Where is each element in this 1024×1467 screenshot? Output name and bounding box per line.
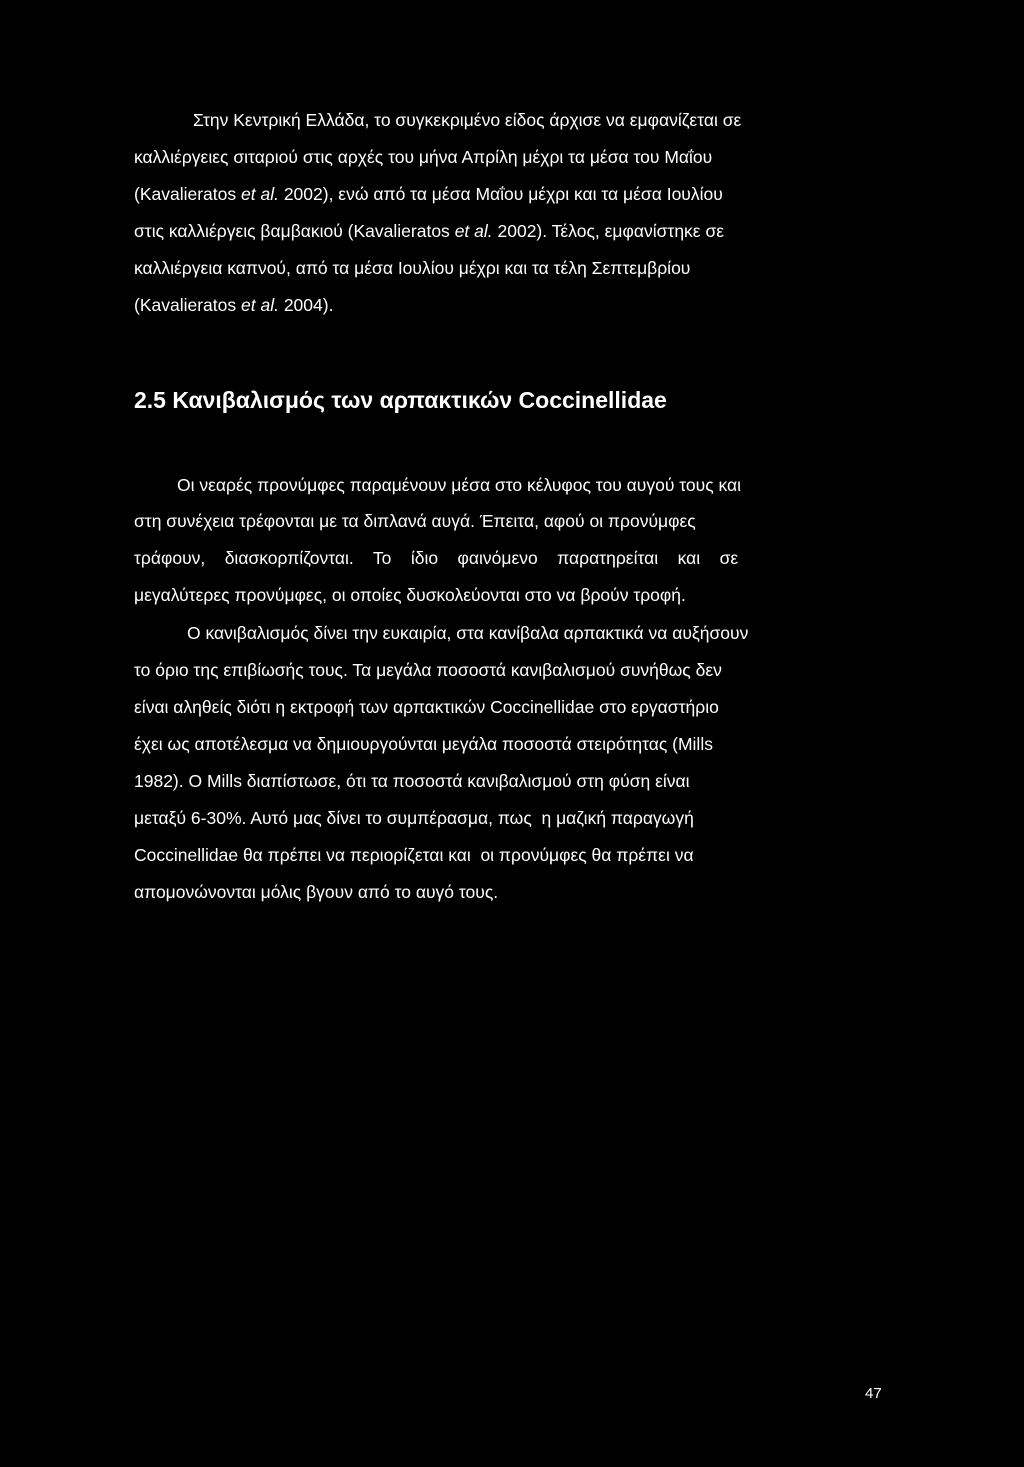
text-segment: στις καλλιέργεις βαμβακιού (Kavalieratos [134, 221, 455, 241]
page-number: 47 [865, 1385, 882, 1402]
text-line: Στην Κεντρική Ελλάδα, το συγκεκριμένο είδος άρχισε να εμφανίζεται σε [193, 110, 742, 130]
text-line [134, 183, 723, 205]
text-segment: 2002), ενώ από τα μέσα Μαΐου μέχρι και τα μέσα Ιουλίου [278, 184, 723, 204]
citation-italic: et al. [454, 221, 493, 241]
text-line: Ο κανιβαλισμός δίνει την ευκαιρία, στα κανίβαλα αρπακτικά να αυξήσουν [187, 623, 749, 643]
text-segment: 2002). Τέλος, εμφανίστηκε σε [492, 221, 725, 241]
text-line: μεταξύ 6-30%. Αυτό μας δίνει το συμπέρασμα, πως η μαζική παραγωγή [134, 808, 694, 828]
text-line: είναι αληθείς διότι η εκτροφή των αρπακτικών Coccinellidae στο εργαστήριο [134, 697, 719, 717]
text-line: Coccinellidae θα πρέπει να περιορίζεται και οι προνύμφες θα πρέπει να [134, 845, 694, 865]
text-line: μεγαλύτερες προνύμφες, οι οποίες δυσκολεύονται στο να βρούν τροφή. [134, 585, 686, 605]
section-heading: 2.5 Κανιβαλισμός των αρπακτικών Coccinellidae [134, 387, 667, 413]
text-segment: (Kavalieratos [134, 184, 241, 204]
text-line: καλλιέργεια καπνού, από τα μέσα Ιουλίου μέχρι και τα τέλη Σεπτεμβρίου [134, 258, 691, 278]
text-line: καλλιέργειες σιταριού στις αρχές του μήνα Απρίλη μέχρι τα μέσα του Μαΐου [134, 147, 713, 167]
text-segment: (Kavalieratos [134, 295, 241, 315]
text-segment: 2004). [278, 295, 334, 315]
text-line: Οι νεαρές προνύμφες παραμένουν μέσα στο κέλυφος του αυγού τους και [177, 475, 742, 495]
text-line: το όριο της επιβίωσής τους. Τα μεγάλα ποσοστά κανιβαλισμού συνήθως δεν [134, 660, 722, 680]
text-line: 1982). Ο Mills διαπίστωσε, ότι τα ποσοστά κανιβαλισμού στη φύση είναι [134, 771, 690, 791]
text-line [134, 294, 333, 316]
text-line: έχει ως αποτέλεσμα να δημιουργούνται μεγάλα ποσοστά στειρότητας (Mills [134, 734, 713, 754]
text-line: απομονώνονται μόλις βγουν από το αυγό τους. [134, 882, 499, 902]
citation-italic: et al. [241, 184, 279, 204]
text-line [134, 220, 724, 242]
text-line: τράφουν, διασκορπίζονται. Το ίδιο φαινόμενο παρατηρείται και σε [134, 548, 739, 568]
citation-italic: et al. [241, 295, 279, 315]
text-line: στη συνέχεια τρέφονται με τα διπλανά αυγά. Έπειτα, αφού οι προνύμφες [134, 511, 696, 531]
